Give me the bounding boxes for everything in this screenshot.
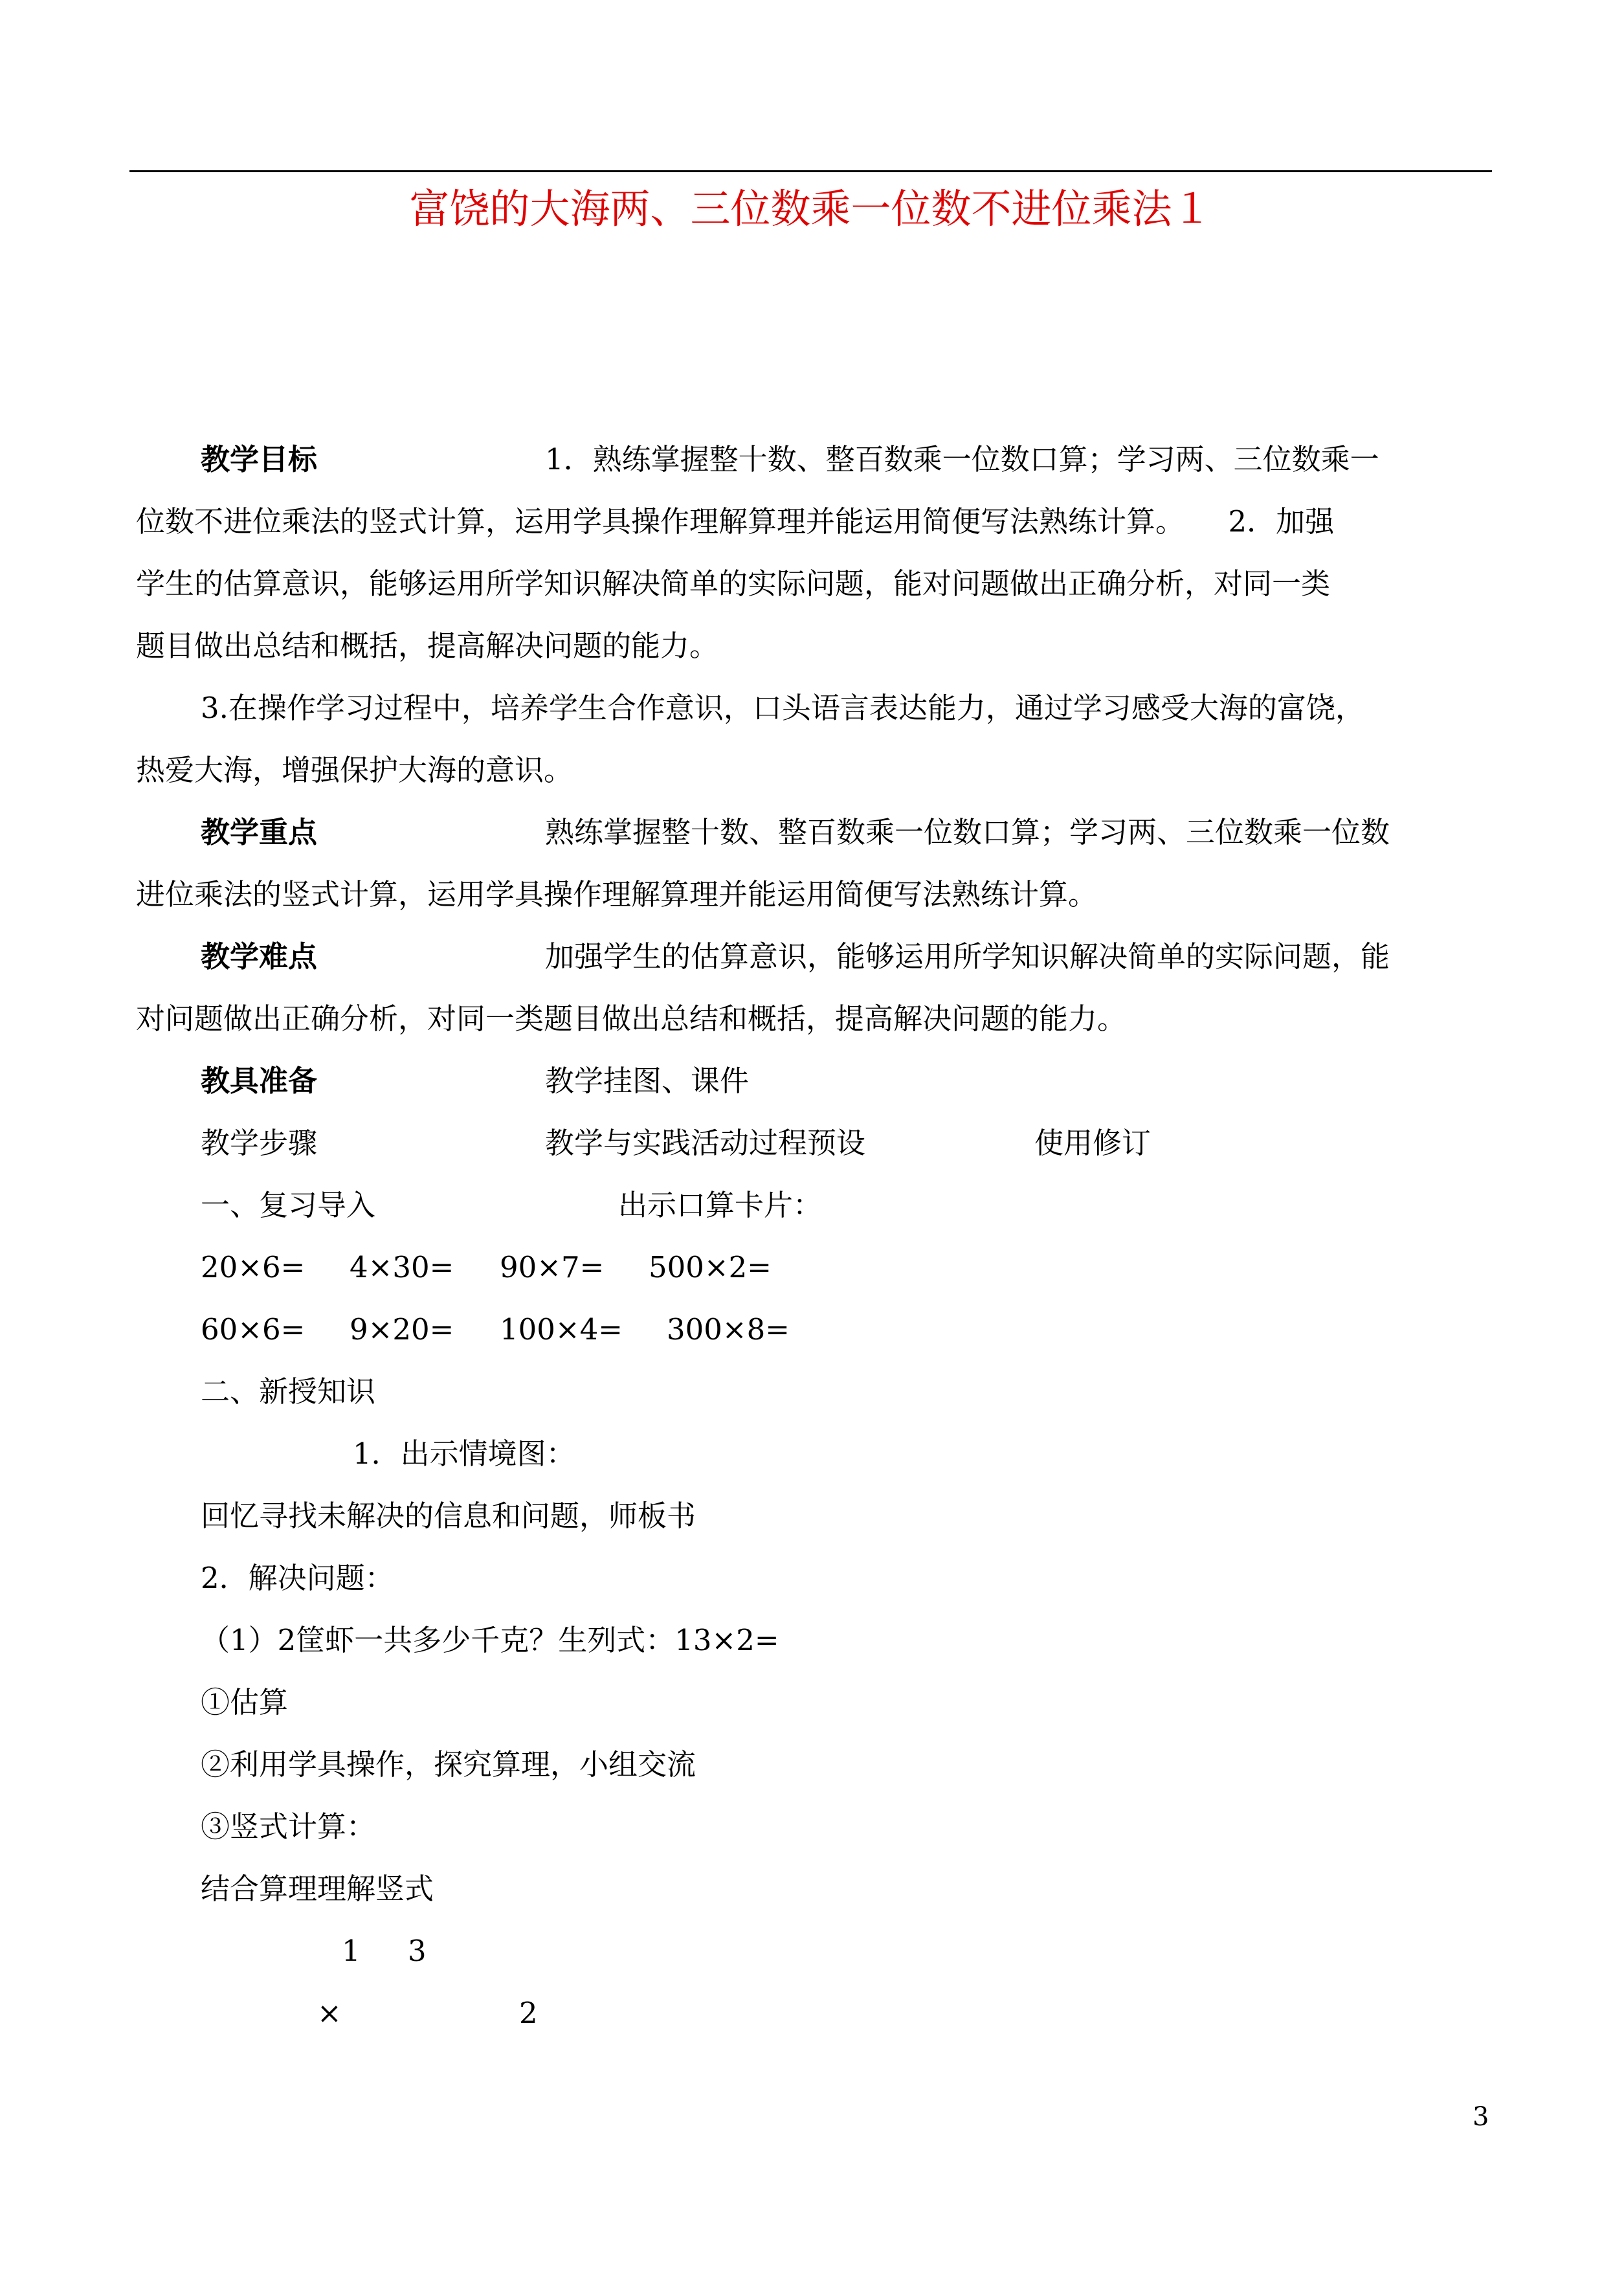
steps-col-revision: 使用修订 xyxy=(1034,1126,1151,1160)
goals-text-line-3: 学生的估算意识，能够运用所学知识解决简单的实际问题，能对问题做出正确分析，对同一类 xyxy=(136,566,1331,601)
header-rule xyxy=(129,170,1492,172)
oral-card: 4×30= xyxy=(350,1250,454,1284)
steps-col-process: 教学与实践活动过程预设 xyxy=(545,1126,866,1160)
oral-card: 300×8= xyxy=(667,1312,790,1347)
explore-item: ②利用学具操作，探究算理，小组交流 xyxy=(201,1747,696,1782)
key-text-line-1: 熟练掌握整十数、整百数乘一位数口算；学习两、三位数乘一位数 xyxy=(545,815,1390,849)
page-number: 3 xyxy=(1473,2102,1489,2132)
step-1: 1．出示情境图： xyxy=(353,1437,575,1471)
oral-card: 9×20= xyxy=(350,1312,454,1347)
goals-label: 教学目标 xyxy=(201,442,318,476)
calc-digit: 2 xyxy=(519,1996,538,2030)
recall-text: 回忆寻找未解决的信息和问题，师板书 xyxy=(201,1499,696,1533)
key-label: 教学重点 xyxy=(201,815,318,849)
question-1: （1）2筐虾一共多少千克？生列式：13×2= xyxy=(201,1623,779,1657)
difficulty-text-line-2: 对问题做出正确分析，对同一类题目做出总结和概括，提高解决问题的能力。 xyxy=(136,1001,1127,1036)
key-text-line-2: 进位乘法的竖式计算，运用学具操作理解算理并能运用简便写法熟练计算。 xyxy=(136,877,1098,912)
tools-label: 教具准备 xyxy=(201,1064,318,1098)
oral-card: 500×2= xyxy=(649,1250,772,1284)
goals-text-line-5: 3.在操作学习过程中，培养学生合作意识，口头语言表达能力，通过学习感受大海的富饶， xyxy=(201,691,1364,725)
difficulty-label: 教学难点 xyxy=(201,939,318,974)
goals-text-line-2: 位数不进位乘法的竖式计算，运用学具操作理解算理并能运用简便写法熟练计算。 2．加强 xyxy=(136,504,1335,539)
vertical-item: ③竖式计算： xyxy=(201,1809,376,1844)
steps-label: 教学步骤 xyxy=(201,1126,318,1160)
oral-card: 20×6= xyxy=(201,1250,306,1284)
goals-text-line-6: 热爱大海，增强保护大海的意识。 xyxy=(136,753,573,787)
calc-digit: 1 xyxy=(342,1934,361,1968)
calc-times-sign: × xyxy=(317,1996,342,2030)
oral-card: 100×4= xyxy=(500,1312,623,1347)
tools-text: 教学挂图、课件 xyxy=(545,1064,750,1098)
goals-text-line-1: 1．熟练掌握整十数、整百数乘一位数口算；学习两、三位数乘一 xyxy=(545,442,1379,476)
review-heading: 一、复习导入 xyxy=(201,1188,376,1222)
oral-card: 60×6= xyxy=(201,1312,306,1347)
difficulty-text-line-1: 加强学生的估算意识，能够运用所学知识解决简单的实际问题，能 xyxy=(545,939,1390,974)
new-heading: 二、新授知识 xyxy=(201,1374,376,1409)
step-2: 2．解决问题： xyxy=(201,1561,394,1595)
combine-text: 结合算理理解竖式 xyxy=(201,1872,434,1906)
estimate-item: ①估算 xyxy=(201,1685,289,1719)
document-title: 富饶的大海两、三位数乘一位数不进位乘法１ xyxy=(409,185,1212,232)
calc-digit: 3 xyxy=(408,1934,427,1968)
oral-card: 90×7= xyxy=(500,1250,605,1284)
review-text: 出示口算卡片： xyxy=(618,1188,823,1222)
goals-text-line-4: 题目做出总结和概括，提高解决问题的能力。 xyxy=(136,629,719,663)
